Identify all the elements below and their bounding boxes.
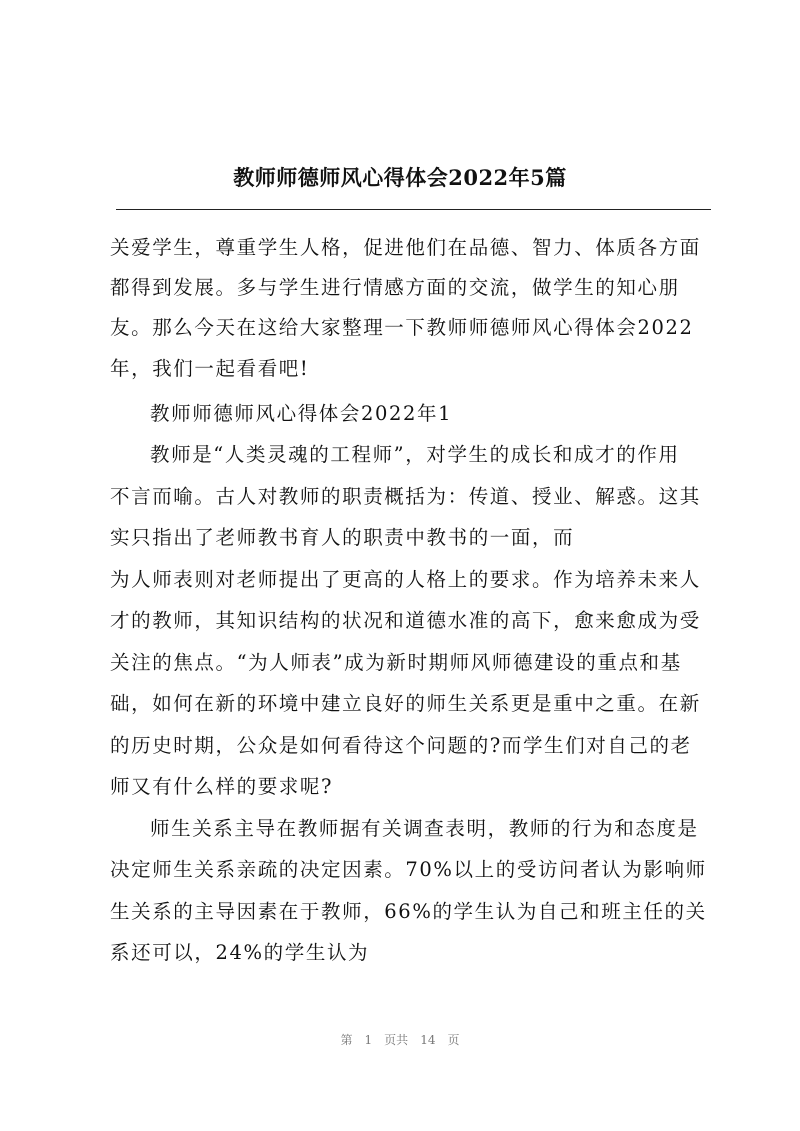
paragraph-line: 为人师表则对老师提出了更高的人格上的要求。作为培养未来人: [110, 568, 701, 591]
document-title: 教师师德师风心得体会2022年5篇: [233, 165, 567, 190]
paragraph-line: 年，我们一起看看吧!: [110, 357, 310, 380]
paragraph-line: 师又有什么样的要求呢?: [110, 775, 334, 798]
paragraph-line: 关注的焦点。“为人师表”成为新时期师风师德建设的重点和基: [110, 651, 682, 674]
paragraph-line: 都得到发展。多与学生进行情感方面的交流，做学生的知心朋: [110, 276, 680, 299]
paragraph-line: 系还可以，24%的学生认为: [110, 941, 370, 964]
paragraph-line: 生关系的主导因素在于教师，66%的学生认为自己和班主任的关: [110, 900, 707, 923]
footer-prefix: 第: [340, 1033, 353, 1047]
paragraph-line: 才的教师，其知识结构的状况和道德水准的高下，愈来愈成为受: [110, 609, 701, 632]
footer-total-pages: 14: [420, 1033, 436, 1047]
paragraph-line: 础，如何在新的环境中建立良好的师生关系更是重中之重。在新: [110, 692, 701, 715]
title-divider: [116, 209, 711, 210]
paragraph-line: 实只指出了老师教书育人的职责中教书的一面，而: [110, 526, 575, 549]
paragraph-line: 教师是“人类灵魂的工程师”，对学生的成长和成才的作用: [150, 443, 680, 466]
paragraph-line: 友。那么今天在这给大家整理一下教师师德师风心得体会2022: [110, 316, 694, 339]
page-footer: [0, 1031, 800, 1048]
paragraph-line: 师生关系主导在教师据有关调查表明，教师的行为和态度是: [150, 817, 699, 840]
paragraph-line: 不言而喻。古人对教师的职责概括为：传道、授业、解惑。这其: [110, 485, 701, 508]
footer-suffix: 页: [447, 1033, 460, 1047]
paragraph-line: 决定师生关系亲疏的决定因素。70%以上的受访问者认为影响师: [110, 858, 707, 881]
section-heading: 教师师德师风心得体会2022年1: [150, 402, 453, 425]
paragraph-line: 关爱学生，尊重学生人格，促进他们在品德、智力、体质各方面: [110, 236, 701, 259]
footer-page-number: 1: [364, 1033, 373, 1047]
footer-mid: 页共: [384, 1033, 409, 1047]
paragraph-line: 的历史时期，公众是如何看待这个问题的?而学生们对自己的老: [110, 734, 692, 757]
